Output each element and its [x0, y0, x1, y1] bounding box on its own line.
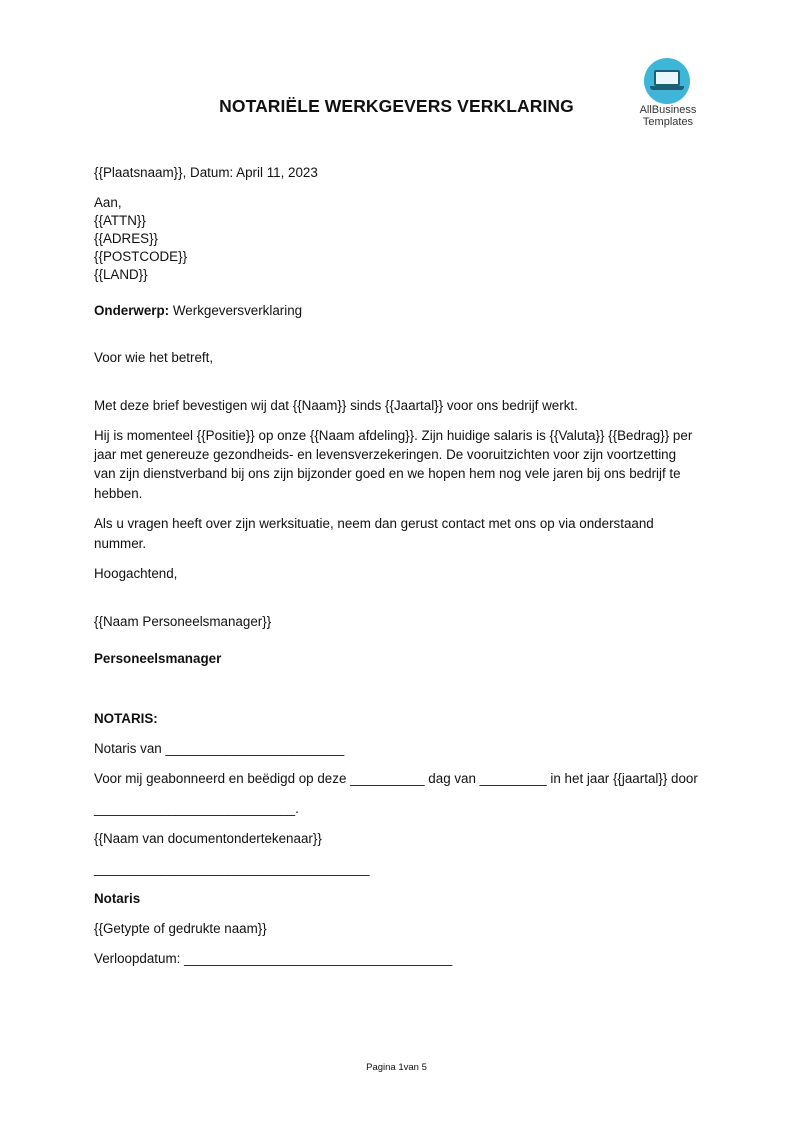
subject-label: Onderwerp:: [94, 303, 170, 318]
body-paragraph-2-line-3: van zijn dienstverband bij ons zijn bijzonder goed en we hopen hem nog vele jaren bij ons bedrijf te: [94, 466, 681, 481]
address-salutation: Aan,: [94, 195, 122, 210]
document-signer-placeholder: {{Naam van documentondertekenaar}}: [94, 831, 322, 846]
signer-title: Personeelsmanager: [94, 651, 222, 666]
document-title: NOTARIËLE WERKGEVERS VERKLARING: [219, 96, 574, 116]
body-paragraph-3-line-1: Als u vragen heeft over zijn werksituatie, neem dan gerust contact met ons op via onderstaand: [94, 516, 654, 531]
laptop-icon: [654, 70, 680, 86]
page-footer: Pagina 1van 5: [366, 1062, 427, 1073]
closing: Hoogachtend,: [94, 566, 178, 581]
sworn-line: Voor mij geabonneerd en beëdigd op deze __________ dag van _________ in het jaar {{jaartal}} door: [94, 771, 698, 786]
body-paragraph-2-line-2: jaar met genereuze gezondheids- en levensverzekeringen. De vooruitzichten voor zijn voortzetting: [94, 447, 677, 462]
laptop-base-icon: [650, 86, 684, 90]
logo-text-line1: AllBusiness: [639, 104, 697, 116]
address-attn: {{ATTN}}: [94, 213, 146, 228]
allbusiness-templates-logo: [628, 58, 708, 132]
expiry-date-line: Verloopdatum: ____________________________________: [94, 951, 453, 966]
body-paragraph-1: Met deze brief bevestigen wij dat {{Naam}} sinds {{Jaartal}} voor ons bedrijf werkt.: [94, 398, 578, 413]
printed-name: {{Getypte of gedrukte naam}}: [94, 921, 267, 936]
signature-line: _____________________________________: [94, 861, 370, 876]
greeting: Voor wie het betreft,: [94, 350, 214, 365]
address-adres: {{ADRES}}: [94, 231, 159, 246]
signer-name: {{Naam Personeelsmanager}}: [94, 614, 272, 629]
body-paragraph-2-line-1: Hij is momenteel {{Positie}} op onze {{Naam afdeling}}. Zijn huidige salaris is {{Valuta}} {{Bedrag}} per: [94, 428, 693, 443]
notary-of-line: Notaris van ________________________: [94, 741, 345, 756]
body-paragraph-3-line-2: nummer.: [94, 536, 147, 551]
place-date: {{Plaatsnaam}}, Datum: April 11, 2023: [94, 165, 318, 180]
notary-label: Notaris: [94, 891, 141, 906]
logo-text-line2: Templates: [642, 116, 694, 128]
subject-value: Werkgeversverklaring: [172, 303, 303, 318]
body-paragraph-2-line-4: hebben.: [94, 486, 143, 501]
address-land: {{LAND}}: [94, 267, 148, 282]
notary-heading: NOTARIS:: [94, 711, 158, 726]
sworn-blank-line: ___________________________.: [94, 801, 299, 816]
subject-line: [94, 301, 302, 321]
address-postcode: {{POSTCODE}}: [94, 249, 188, 264]
